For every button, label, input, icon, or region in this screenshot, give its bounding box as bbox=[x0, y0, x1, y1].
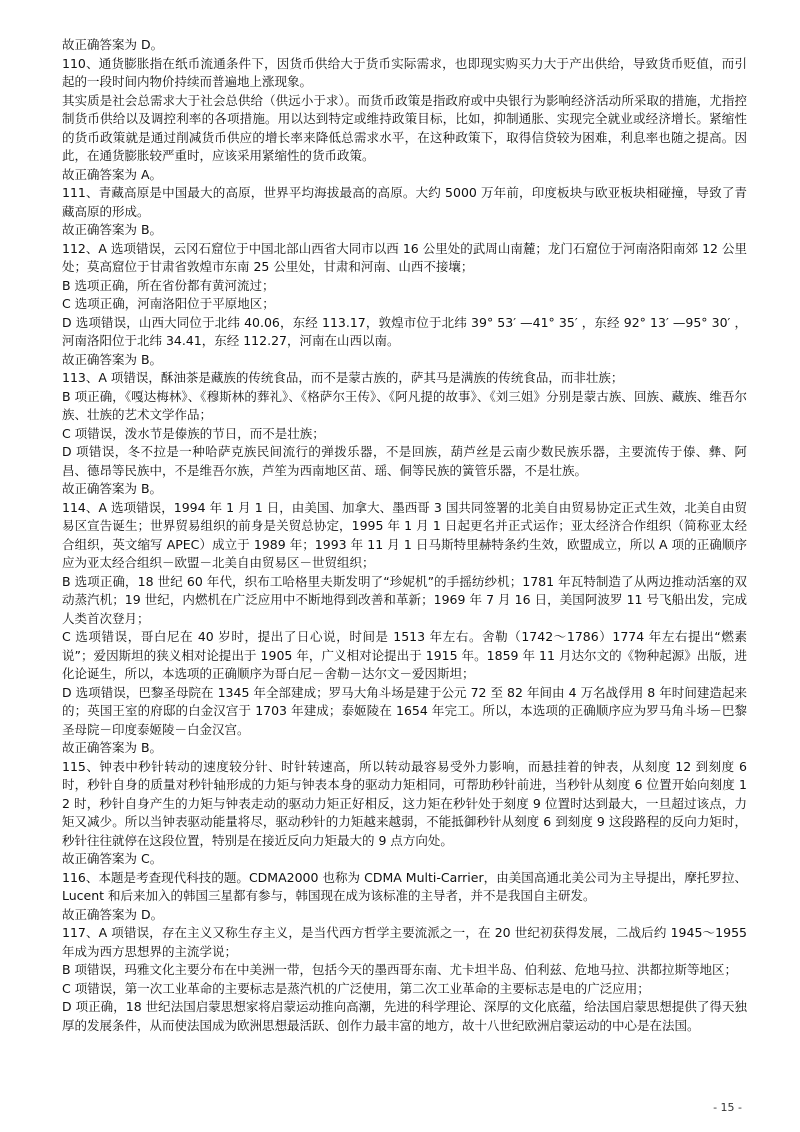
paragraph: B 选项正确，18 世纪 60 年代，织布工哈格里夫斯发明了“珍妮机”的手摇纺纱机；1781 年瓦特制造了从两边推动活塞的双动蒸汽机；19 世纪，内燃机在广泛应用中不断地得到改善和革新；1969 年 7 月 16 日，美国阿波罗 11 号飞船出发，完成人类首次登月； bbox=[62, 573, 747, 626]
paragraph: 故正确答案为 C。 bbox=[62, 851, 163, 866]
paragraph: 故正确答案为 B。 bbox=[62, 222, 163, 237]
paragraph: 故正确答案为 B。 bbox=[62, 481, 163, 496]
paragraph: 故正确答案为 D。 bbox=[62, 37, 164, 52]
paragraph: C 选项错误，哥白尼在 40 岁时，提出了日心说，时间是 1513 年左右。舍勒（1742～1786）1774 年左右提出“燃素说”；爱因斯坦的狭义相对论提出于 1905 年，广义相对论提出于 1915 年。1859 年 11 月达尔文的《物种起源》出版，进化论诞生，所以，本选项的正确顺序为哥白尼－舍勒－达尔文－爱因斯坦； bbox=[62, 629, 747, 681]
paragraph: 116、本题是考查现代科技的题。CDMA2000 也称为 CDMA Multi-Carrier，由美国高通北美公司为主导提出，摩托罗拉、Lucent 和后来加入的韩国三星都有参与，韩国现在成为该标准的主导者，并不是我国自主研发。 bbox=[62, 869, 747, 903]
paragraph: 110、通货膨胀指在纸币流通条件下，因货币供给大于货币实际需求，也即现实购买力大于产出供给，导致货币贬值，而引起的一段时间内物价持续而普遍地上涨现象。 bbox=[62, 55, 747, 89]
paragraph: D 项错误，冬不拉是一种哈萨克族民间流行的弹拨乐器，不是回族，葫芦丝是云南少数民族乐器，主要流传于傣、彝、阿昌、德昂等民族中，不是维吾尔族，芦笙为西南地区苗、瑶、侗等民族的簧管乐器，不是壮族。 bbox=[62, 444, 747, 478]
page-number: - 15 - bbox=[713, 1101, 742, 1114]
paragraph: B 项错误，玛雅文化主要分布在中美洲一带，包括今天的墨西哥东南、尤卡坦半岛、伯利兹、危地马拉、洪都拉斯等地区； bbox=[62, 962, 738, 977]
paragraph: C 项错误，第一次工业革命的主要标志是蒸汽机的广泛使用，第二次工业革命的主要标志是电的广泛应用； bbox=[62, 980, 650, 996]
paragraph: B 选项正确，所在省份都有黄河流过； bbox=[62, 277, 275, 293]
paragraph: 故正确答案为 B。 bbox=[62, 740, 163, 755]
paragraph: B 项正确，《嘎达梅林》、《穆斯林的葬礼》、《格萨尔王传》、《阿凡提的故事》、《刘三姐》分别是蒙古族、回族、藏族、维吾尔族、壮族的艺术文学作品； bbox=[62, 388, 747, 422]
paragraph: 其实质是社会总需求大于社会总供给（供远小于求）。而货币政策是指政府或中央银行为影响经济活动所采取的措施，尤指控制货币供给以及调控利率的各项措施。用以达到特定或维持政策目标，比如，抑制通胀、实现完全就业或经济增长。紧缩性的货币政策就是通过削减货币供应的增长率来降低总需求水平，在这种政策下，取得信贷较为困难，利息率也随之提高。因此，在通货膨胀较严重时，应该采用紧缩性的货币政策。 bbox=[62, 92, 747, 163]
paragraph: D 项正确，18 世纪法国启蒙思想家将启蒙运动推向高潮，先进的科学理论、深厚的文化底蕴，给法国启蒙思想提供了得天独厚的发展条件，从而使法国成为欧洲思想最活跃、创作力最丰富的地方，故十八世纪欧洲启蒙运动的中心是在法国。 bbox=[62, 999, 747, 1033]
paragraph: 113、A 项错误，酥油茶是藏族的传统食品，而不是蒙古族的，萨其马是满族的传统食品，而非壮族； bbox=[62, 370, 624, 385]
paragraph: 112、A 选项错误，云冈石窟位于中国北部山西省大同市以西 16 公里处的武周山南麓；龙门石窟位于河南洛阳南郊 12 公里处；莫高窟位于甘肃省敦煌市东南 25 公里处，甘肃和河南、山西不接壤； bbox=[62, 240, 747, 274]
paragraph: C 选项正确，河南洛阳位于平原地区； bbox=[62, 296, 275, 311]
paragraph: 故正确答案为 D。 bbox=[62, 906, 164, 922]
paragraph: 114、A 选项错误，1994 年 1 月 1 日，由美国、加拿大、墨西哥 3 国共同签署的北美自由贸易协定正式生效，北美自由贸易区宣告诞生；世界贸易组织的前身是关贸总协定，1995 年 1 月 1 日起更名并正式运作；亚太经济合作组织（简称亚太经合组织，英文缩写 APEC）成立于 1989 年；1993 年 11 月 1 日马斯特里赫特条约生效，欧盟成立，所以 A 项的正确顺序应为亚太经合组织－欧盟－北美自由贸易区－世贸组织； bbox=[62, 499, 747, 570]
paragraph: 故正确答案为 A。 bbox=[62, 166, 163, 182]
paragraph: C 项错误，泼水节是傣族的节日，而不是壮族； bbox=[62, 425, 325, 441]
paragraph: D 选项错误，巴黎圣母院在 1345 年全部建成；罗马大角斗场是建于公元 72 至 82 年间由 4 万名战俘用 8 年时间建造起来的；英国王室的府邸的白金汉宫于 1703 年建成；泰姬陵在 1654 年完工。所以，本选项的正确顺序应为罗马角斗场－巴黎圣母院－印度泰姬陵－白金汉宫。 bbox=[62, 684, 747, 737]
paragraph: 故正确答案为 B。 bbox=[62, 351, 163, 367]
paragraph: 111、青藏高原是中国最大的高原，世界平均海拔最高的高原。大约 5000 万年前，印度板块与欧亚板块相碰撞，导致了青藏高原的形成。 bbox=[62, 185, 747, 219]
paragraph: 117、A 项错误，存在主义又称生存主义，是当代西方哲学主要流派之一，在 20 世纪初获得发展，二战后约 1945～1955 年成为西方思想界的主流学说； bbox=[62, 925, 747, 959]
paragraph: D 选项错误，山西大同位于北纬 40.06，东经 113.17，敦煌市位于北纬 39° 53′ —41° 35′ ，东经 92° 13′ —95° 30′ ，河南洛阳位于北纬 34.41，东经 112.27，河南在山西以南。 bbox=[62, 314, 747, 348]
document-body bbox=[62, 36, 747, 1035]
paragraph: 115、钟表中秒针转动的速度较分针、时针转速高，所以转动最容易受外力影响，而悬挂着的钟表，从刻度 12 到刻度 6 时，秒针自身的质量对秒针轴形成的力矩与钟表本身的驱动力矩相同，可帮助秒针前进，当秒针从刻度 6 位置开始向刻度 12 时，秒针自身产生的力矩与钟表走动的驱动力矩正好相反，这力矩在秒针处于刻度 9 位置时达到最大，一旦超过该点，力矩又减少。所以当钟表驱动能量将尽，驱动秒针的力矩越来越弱，不能抵御秒针从刻度 6 到刻度 9 这段路程的反向力矩时，秒针往往就停在这段位置，特别是在接近反向力矩最大的 9 点方向处。 bbox=[62, 758, 747, 848]
